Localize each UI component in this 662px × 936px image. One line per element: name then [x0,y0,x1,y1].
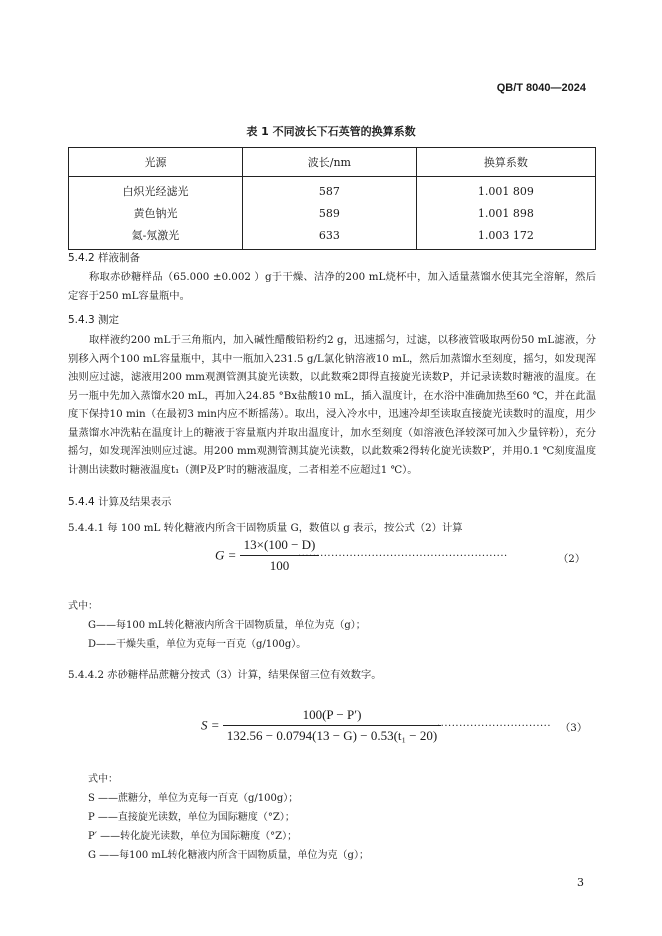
definition-s: S ——蔗糖分，单位为克每一百克（g/100g）； [88,793,299,804]
definition-d: D——干燥失重，单位为克每一百克（g/100g）。 [88,639,307,650]
table-cell: 黄色钠光 [69,202,243,224]
table-row [69,202,596,224]
formula-2-leader-dots: ························································· [298,551,508,562]
formula-2-number: （2） [558,553,586,565]
table-cell: 589 [242,202,416,224]
section-heading-5-4-2: 5.4.2 样液制备 [68,252,141,264]
formula-3-lhs: S = [201,717,220,733]
where-label-2: 式中： [68,601,98,612]
definition-g-2: G ——每100 mL转化糖液内所含干固物质量，单位为克（g）； [88,850,369,861]
definition-g: G——每100 mL转化糖液内所含干固物质量，单位为克（g）； [88,620,366,631]
clause-5-4-4-1: 5.4.4.1 每 100 mL 转化糖液内所含干固物质量 G，数值以 g 表示，按公式（2）计算 [68,522,463,534]
column-header-factor: 换算系数 [416,148,595,177]
table-cell: 1.001 809 [416,177,595,203]
table-header-row [69,148,596,177]
column-header-light-source: 光源 [69,148,243,177]
formula-3-numerator: 100(P − P′) [223,707,441,726]
table-cell: 1.001 898 [416,202,595,224]
conversion-factor-table [68,147,596,250]
table-cell: 白炽光经滤光 [69,177,243,203]
definition-p-prime: P′ ——转化旋光读数，单位为国际糖度（°Z）； [88,831,298,842]
clause-5-4-4-2: 5.4.4.2 赤砂糖样品蔗糖分按式（3）计算，结果保留三位有效数字。 [68,669,382,681]
table-caption: 表 1 不同波长下石英管的换算系数 [246,125,416,138]
formula-3-denominator: 132.56 − 0.0794(13 − G) − 0.53(t₁ − 20) [226,728,438,743]
formula-2-denominator: 100 [269,558,290,573]
table-cell: 633 [242,224,416,250]
formula-3-number: （3） [560,722,588,734]
formula-2-numerator: 13×(100 − D) [240,537,320,556]
formula-3 [201,707,441,744]
formula-3-fraction [223,707,441,744]
paragraph-measurement: 取样液约200 mL于三角瓶内，加入碱性醋酸铅粉约2 g，迅速摇匀，过滤，以移液管吸取两份50 mL滤液，分别移入两个100 mL容量瓶中，其中一瓶加入231.5 g/L氯化钠溶液10 mL，然后加蒸馏水至刻度，摇匀，如发现浑浊则应过滤，滤液用200 mm观测管测其旋光读数，以此数乘2即得直接旋光读数P，并记录读数时糖液的温度。在另一瓶中先加入蒸馏水20 mL，再加入24.85 °Bx盐酸10 mL，插入温度计，在水浴中准确加热至60 ℃，并在此温度下保持10 min（在最初3 min内应不断摇荡）。取出，浸入冷水中，迅速冷却至读取直接旋光读数时的温度，用少量蒸馏水冲洗粘在温度计上的糖液于容量瓶内并取出温度计，加水至刻度（如溶液色泽较深可加入少量锌粉），充分摇匀，如发现浑浊则应过滤。用200 mm观测管测其旋光读数，以此数乘2得转化旋光读数P′，并用0.1 ℃刻度温度计测出读数时糖液温度t₁（测P及P′时的糖液温度，二者相差不应超过1 ℃）。 [68,334,596,476]
section-heading-5-4-4: 5.4.4 计算及结果表示 [68,496,172,508]
definition-p: P ——直接旋光读数，单位为国际糖度（°Z）； [88,812,295,823]
where-label-3: 式中： [88,774,118,785]
table-row [69,177,596,203]
table-row [69,224,596,250]
section-heading-5-4-3: 5.4.3 测定 [68,314,120,326]
column-header-wavelength: 波长/nm [242,148,416,177]
formula-2-lhs: G = [215,547,237,563]
paragraph-sample-preparation: 称取赤砂糖样品（65.000 ±0.002 ）g于干燥、洁净的200 mL烧杯中，加入适量蒸馏水使其完全溶解，然后定容于250 mL容量瓶中。 [68,271,596,302]
table-cell: 1.003 172 [416,224,595,250]
standard-code: QB/T 8040—2024 [496,82,586,94]
page-number: 3 [577,876,584,889]
table-cell: 587 [242,177,416,203]
table-cell: 氦-氖激光 [69,224,243,250]
formula-3-leader-dots: ······························· [437,721,552,732]
